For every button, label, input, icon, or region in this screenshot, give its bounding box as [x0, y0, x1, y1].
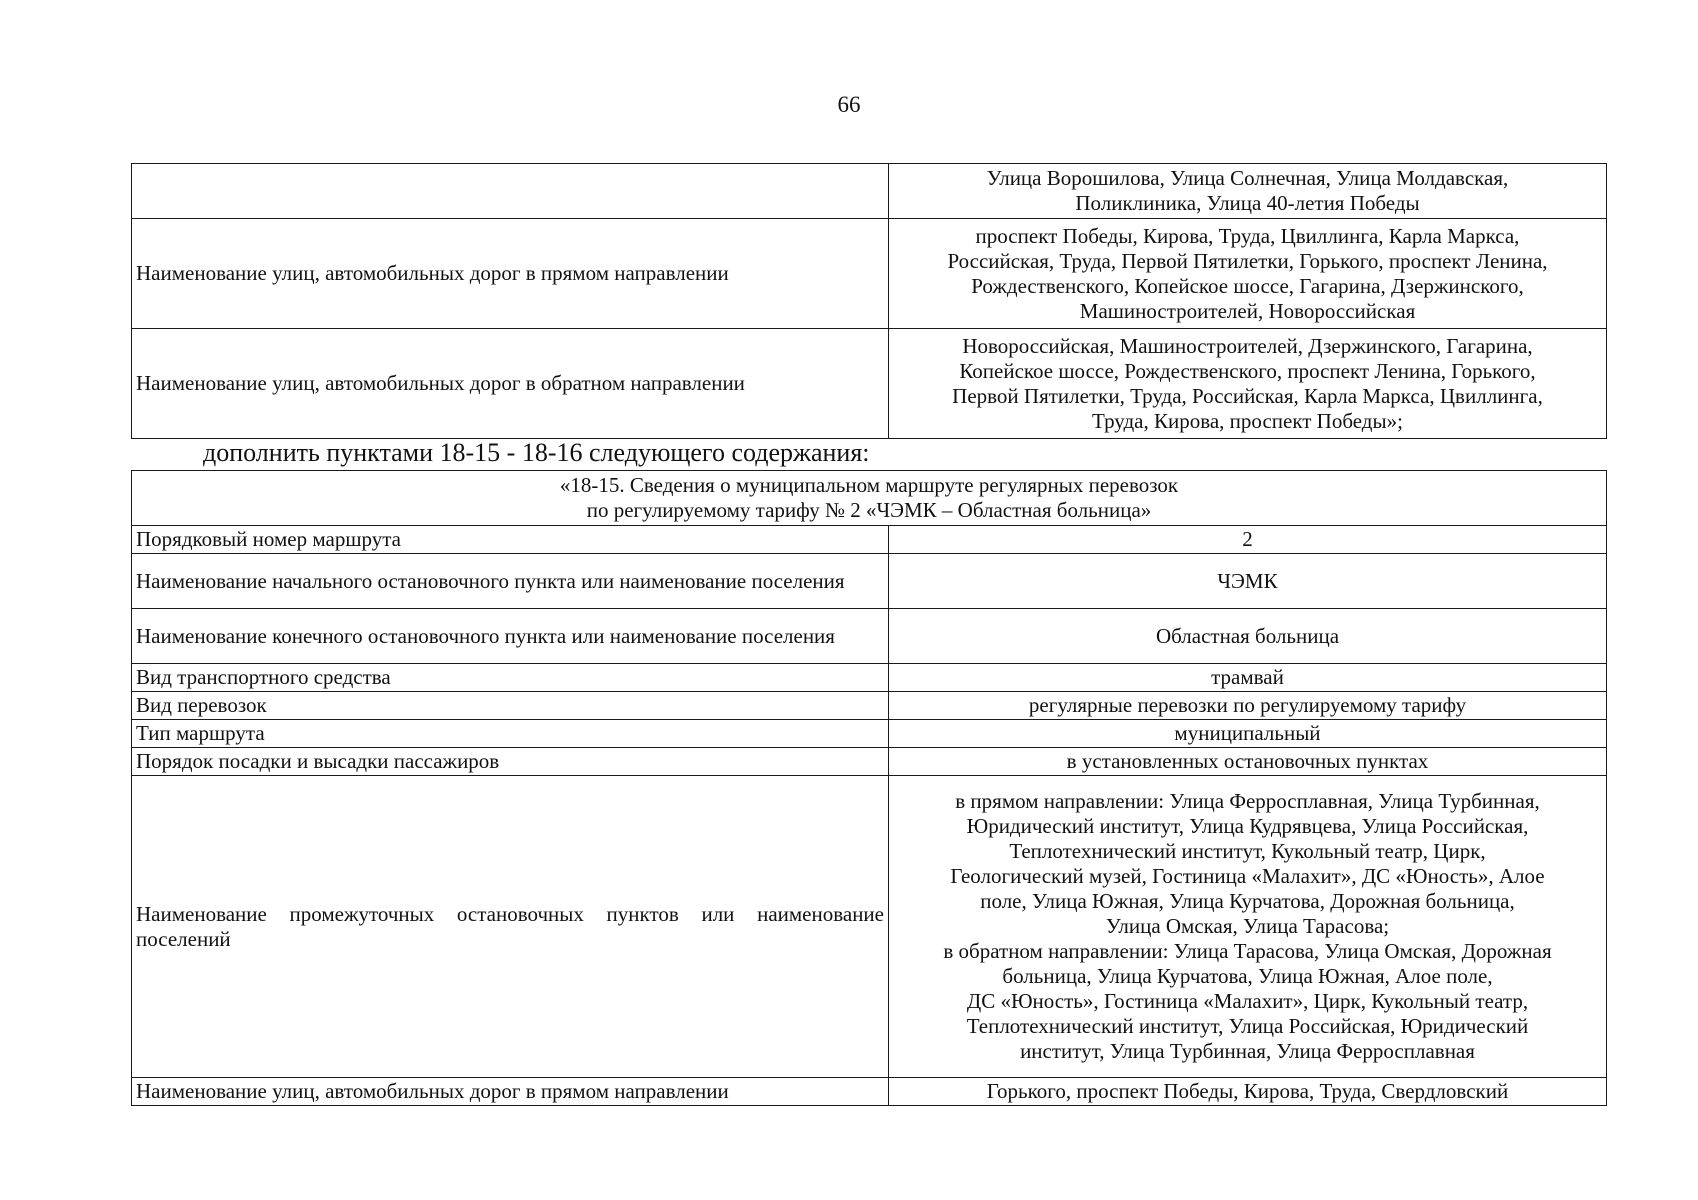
table-row: [132, 720, 1607, 748]
table-row: [132, 526, 1607, 554]
table-row: [132, 554, 1607, 609]
value-line: Улица Ворошилова, Улица Солнечная, Улица Молдавская,: [986, 166, 1509, 190]
route-streets-table-continued: [131, 163, 1607, 439]
table-row: [132, 664, 1607, 692]
table-row: [132, 164, 1607, 219]
row-label-empty: [132, 164, 889, 219]
heading-line: по регулируемому тарифу № 2 «ЧЭМК – Областная больница»: [586, 498, 1152, 522]
value-line: ДС «Юность», Гостиница «Малахит», Цирк, Кукольный театр,: [966, 989, 1529, 1013]
vehicle-type-label: Вид транспортного средства: [132, 664, 889, 692]
table-heading: [132, 471, 1607, 526]
value-line: больница, Улица Курчатова, Улица Южная, Алое поле,: [1002, 964, 1493, 988]
amendment-instruction: дополнить пунктами 18-15 - 18-16 следующего содержания:: [203, 438, 870, 467]
route-type-label: Тип маршрута: [132, 720, 889, 748]
table-header-row: [132, 471, 1607, 526]
heading-line: «18-15. Сведения о муниципальном маршруте регулярных перевозок: [559, 473, 1179, 497]
boarding-order-label: Порядок посадки и высадки пассажиров: [132, 748, 889, 776]
start-stop-value: ЧЭМК: [889, 554, 1607, 609]
table-row: [132, 219, 1607, 329]
value-line: в обратном направлении: Улица Тарасова, Улица Омская, Дорожная: [943, 939, 1552, 963]
value-line: Рождественского, Копейское шоссе, Гагарина, Дзержинского,: [971, 273, 1524, 298]
route-type-value: муниципальный: [889, 720, 1607, 748]
value-line: Первой Пятилетки, Труда, Российская, Карла Маркса, Цвиллинга,: [952, 383, 1543, 408]
start-stop-label: Наименование начального остановочного пункта или наименование поселения: [132, 554, 889, 609]
streets-forward-value: Горького, проспект Победы, Кирова, Труда, Свердловский: [889, 1078, 1607, 1106]
value-line: Поликлиника, Улица 40-летия Победы: [1075, 191, 1420, 215]
route-18-15-table: [131, 470, 1607, 1106]
value-line: Теплотехнический институт, Кукольный театр, Цирк,: [1009, 839, 1486, 863]
table-row: [132, 692, 1607, 720]
table-row: [132, 776, 1607, 1078]
row-label: Наименование улиц, автомобильных дорог в обратном направлении: [132, 329, 889, 439]
row-value: [889, 164, 1607, 219]
value-line: Теплотехнический институт, Улица Российская, Юридический: [966, 1014, 1529, 1038]
value-line: проспект Победы, Кирова, Труда, Цвиллинга, Карла Маркса,: [975, 223, 1520, 248]
value-line: Машиностроителей, Новороссийская: [1079, 298, 1416, 323]
streets-forward-label: Наименование улиц, автомобильных дорог в прямом направлении: [132, 1078, 889, 1106]
value-line: в прямом направлении: Улица Ферросплавная, Улица Турбинная,: [955, 789, 1540, 813]
end-stop-label: Наименование конечного остановочного пункта или наименование поселения: [132, 609, 889, 664]
table-row: [132, 609, 1607, 664]
table-row: [132, 748, 1607, 776]
intermediate-stops-value: [889, 776, 1607, 1078]
route-number-label: Порядковый номер маршрута: [132, 526, 889, 554]
value-line: Копейское шоссе, Рождественского, проспект Ленина, Горького,: [959, 358, 1536, 383]
vehicle-type-value: трамвай: [889, 664, 1607, 692]
value-line: поле, Улица Южная, Улица Курчатова, Дорожная больница,: [980, 889, 1515, 913]
value-line: Улица Омская, Улица Тарасова;: [1105, 914, 1390, 938]
boarding-order-value: в установленных остановочных пунктах: [889, 748, 1607, 776]
page-number: 66: [837, 92, 861, 117]
end-stop-value: Областная больница: [889, 609, 1607, 664]
table-row: [132, 1078, 1607, 1106]
value-line: Новороссийская, Машиностроителей, Дзержинского, Гагарина,: [962, 333, 1533, 358]
value-line: Юридический институт, Улица Кудрявцева, Улица Российская,: [966, 814, 1529, 838]
transport-kind-value: регулярные перевозки по регулируемому тарифу: [889, 692, 1607, 720]
row-value: [889, 219, 1607, 329]
row-label: Наименование улиц, автомобильных дорог в прямом направлении: [132, 219, 889, 329]
transport-kind-label: Вид перевозок: [132, 692, 889, 720]
value-line: Труда, Кирова, проспект Победы»;: [1092, 408, 1403, 433]
row-value: [889, 329, 1607, 439]
intermediate-stops-label: Наименование промежуточных остановочных пунктов или наименование поселений: [132, 776, 889, 1078]
value-line: Российская, Труда, Первой Пятилетки, Горького, проспект Ленина,: [947, 248, 1548, 273]
table-row: [132, 329, 1607, 439]
value-line: институт, Улица Турбинная, Улица Ферросплавная: [1020, 1039, 1475, 1063]
value-line: Геологический музей, Гостиница «Малахит», ДС «Юность», Алое: [950, 864, 1545, 888]
route-number-value: 2: [889, 526, 1607, 554]
